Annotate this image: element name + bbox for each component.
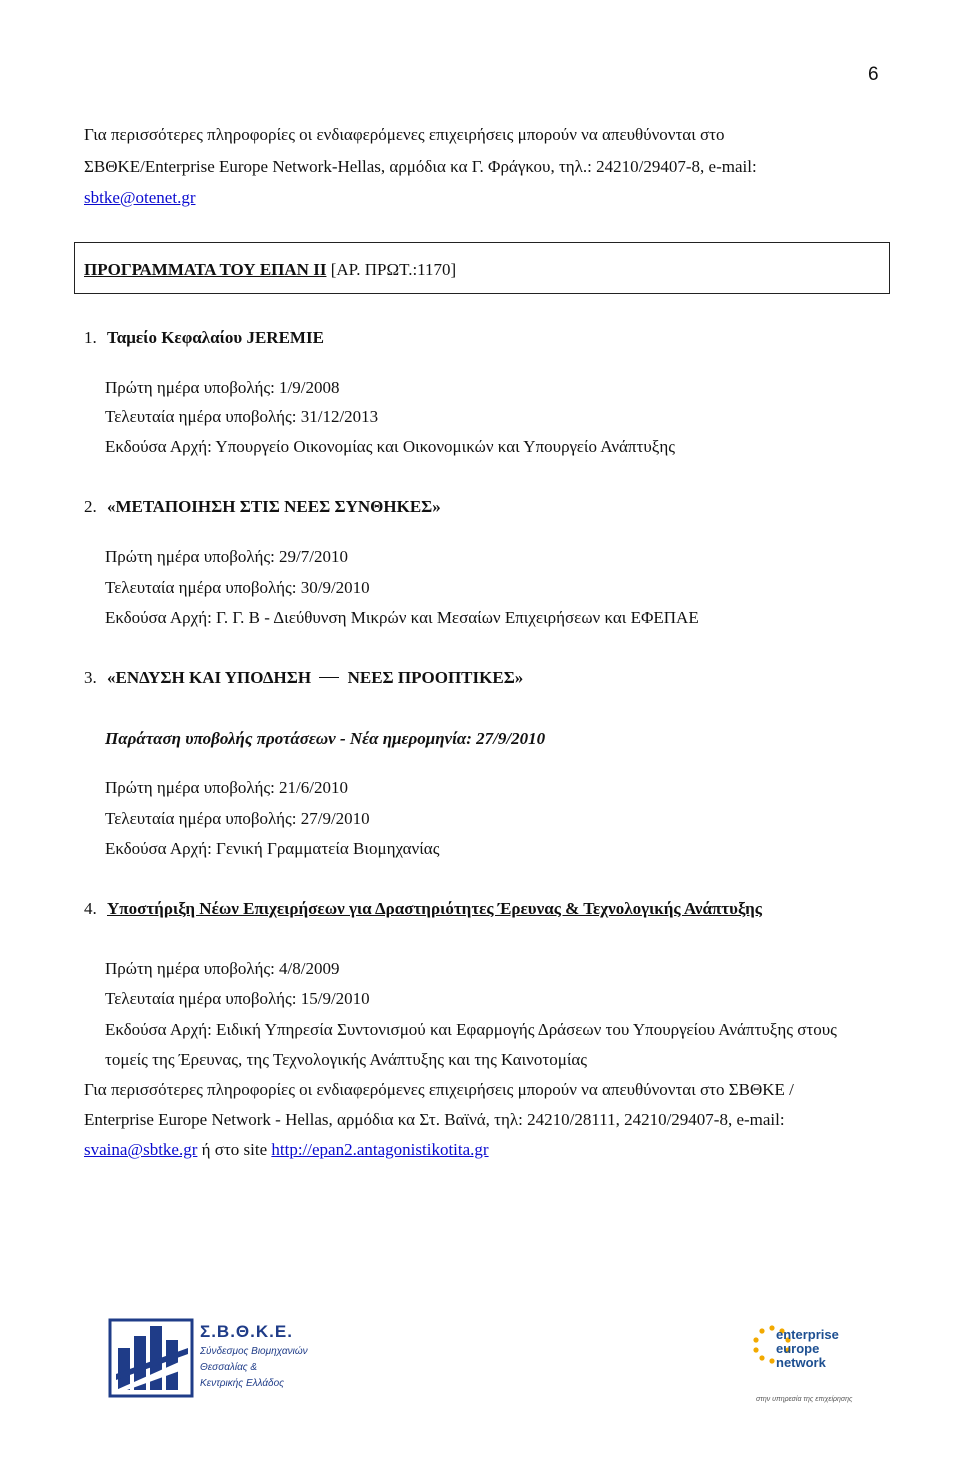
een-word-network: network [776,1355,826,1370]
een-logo [752,1312,864,1412]
item-1-title: Ταμείο Κεφαλαίου JEREMIE [107,328,324,347]
page-number: 6 [868,64,879,85]
item-3-title-b: ΝΕΕΣ ΠΡΟΟΠΤΙΚΕΣ» [347,668,524,687]
item-3-title-a: «ΕΝΔΥΣΗ ΚΑΙ ΥΠΟΔΗΣΗ [107,668,312,687]
item-1-first-day: Πρώτη ημέρα υποβολής: 1/9/2008 [105,378,340,397]
item-3-heading [84,668,523,688]
programs-header [84,260,456,280]
outro-line-2: Enterprise Europe Network - Hellas, αρμόδια κα Στ. Βαϊνά, τηλ: 24210/28111, 24210/29407-8, e-mail: [84,1110,785,1129]
item-3-extension-note: Παράταση υποβολής προτάσεων - Νέα ημερομηνία: 27/9/2010 [105,729,546,748]
outro-email-link[interactable]: svaina@sbtke.gr [84,1140,198,1159]
item-1-number: 1. [84,328,97,347]
item-4-title: Υποστήριξη Νέων Επιχειρήσεων για Δραστηριότητες Έρευνας & Τεχνολογικής Ανάπτυξης [107,899,762,918]
item-4-last-day: Τελευταία ημέρα υποβολής: 15/9/2010 [105,989,370,1008]
intro-email-link[interactable]: sbtke@otenet.gr [84,188,196,207]
item-2-heading [84,497,441,517]
item-2-authority: Εκδούσα Αρχή: Γ. Γ. Β - Διεύθυνση Μικρών και Μεσαίων Επιχειρήσεων και ΕΦΕΠΑΕ [105,608,699,627]
item-4-first-day: Πρώτη ημέρα υποβολής: 4/8/2009 [105,959,340,978]
een-tagline: στην υπηρεσία της επιχείρησης [756,1396,853,1403]
outro-middle-text: ή στο site [197,1140,272,1159]
outro-site-link[interactable]: http://epan2.antagonistikotita.gr [271,1140,489,1159]
een-word-enterprise: enterprise [776,1327,839,1342]
item-4-number: 4. [84,899,97,918]
item-3-number: 3. [84,668,97,687]
sbtke-subtitle-3: Κεντρικής Ελλάδος [200,1378,285,1389]
sbtke-factory-icon [108,1318,194,1398]
item-1-authority: Εκδούσα Αρχή: Υπουργείο Οικονομίας και Οικονομικών και Υπουργείο Ανάπτυξης [105,437,675,456]
sbtke-subtitle-2: Θεσσαλίας & [200,1362,258,1373]
item-2-first-day: Πρώτη ημέρα υποβολής: 29/7/2010 [105,547,348,566]
item-1-last-day: Τελευταία ημέρα υποβολής: 31/12/2013 [105,407,379,426]
item-2-title: «ΜΕΤΑΠΟΙΗΣΗ ΣΤΙΣ ΝΕΕΣ ΣΥΝΘΗΚΕΣ» [107,497,441,516]
item-2-number: 2. [84,497,97,516]
intro-line-2: ΣΒΘΚΕ/Enterprise Europe Network-Hellas, αρμόδια κα Γ. Φράγκου, τηλ.: 24210/29407-8, e-mail: [84,157,757,176]
intro-line-1: Για περισσότερες πληροφορίες οι ενδιαφερόμενες επιχειρήσεις μπορούν να απευθύνονται στο [84,125,725,144]
item-2-last-day: Τελευταία ημέρα υποβολής: 30/9/2010 [105,578,370,597]
item-3-title-dash [319,677,339,678]
item-4-authority-line-2: τομείς της Έρευνας, της Τεχνολογικής Ανάπτυξης και της Καινοτομίας [105,1050,588,1069]
sbtke-subtitle-1: Σύνδεσμος Βιομηχανιών [200,1346,308,1357]
programs-protocol: [ΑΡ. ΠΡΩΤ.:1170] [326,260,457,279]
item-3-last-day: Τελευταία ημέρα υποβολής: 27/9/2010 [105,809,370,828]
sbtke-logo [108,1318,318,1398]
item-1-heading [84,328,324,348]
outro-line-1: Για περισσότερες πληροφορίες οι ενδιαφερόμενες επιχειρήσεις μπορούν να απευθύνονται στο ΣΒΘΚΕ / [84,1080,794,1099]
programs-title: ΠΡΟΓΡΑΜΜΑΤΑ ΤΟΥ ΕΠΑΝ ΙΙ [84,260,327,279]
item-3-authority: Εκδούσα Αρχή: Γενική Γραμματεία Βιομηχανίας [105,839,440,858]
item-4-heading [84,899,762,919]
een-word-europe: europe [776,1341,820,1356]
item-3-first-day: Πρώτη ημέρα υποβολής: 21/6/2010 [105,778,348,797]
item-4-authority-line-1: Εκδούσα Αρχή: Ειδική Υπηρεσία Συντονισμού και Εφαρμογής Δράσεων του Υπουργείου Ανάπτυξης στους [105,1020,837,1039]
outro-line-3 [84,1140,489,1160]
sbtke-title: Σ.Β.Θ.Κ.Ε. [200,1322,293,1341]
